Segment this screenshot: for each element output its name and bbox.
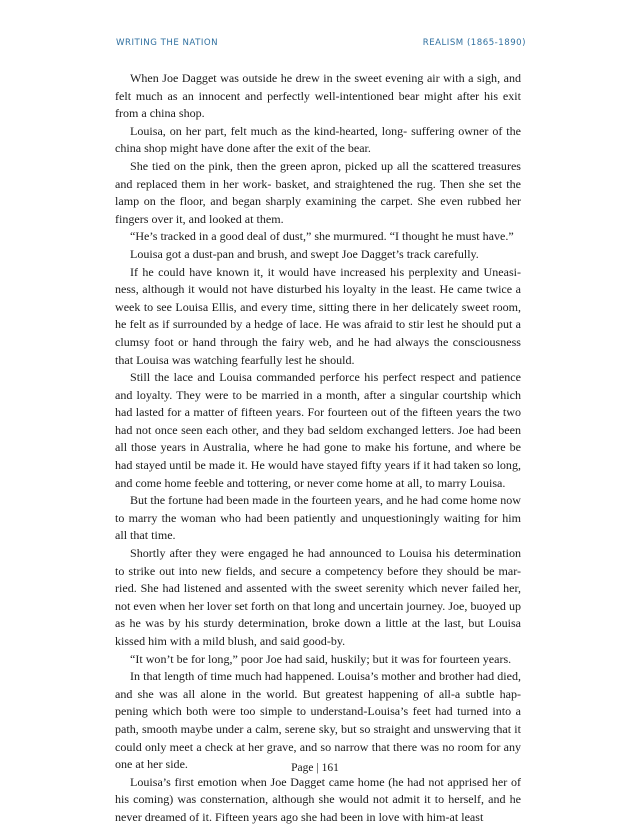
paragraph: “It won’t be for long,” poor Joe had said, huskily; but it was for fourteen years. <box>130 651 512 666</box>
paragraph: When Joe Dagget was outside he drew in the sweet evening air with a sigh, and felt much as an innocent and perfectly well-intentioned bear might after his exit from a china shop. <box>115 71 521 121</box>
paragraph: “He’s tracked in a good deal of dust,” she murmured. “I thought he must have.” <box>130 229 514 244</box>
page-number: Page | 161 <box>291 762 339 774</box>
paragraph: Still the lace and Louisa commanded perforce his perfect respect and patience and loyalty. They were to be married in a month, after a singular courtship which had lasted for a matter of fifteen years. For fourteen out of the fifteen years the two had not once seen each other, and they bad seldom exchanged letters. Joe had been all those years in Australia, where he had gone to make his fortune, and where be had stayed until be made it. He would have stayed fifty years if it had taken so long, and come home feeble and tottering, or never come home at all, to marry Louisa. <box>115 370 521 490</box>
story-text <box>115 70 521 827</box>
running-header <box>116 38 526 48</box>
paragraph: Louisa got a dust-pan and brush, and swept Joe Dagget’s track carefully. <box>130 246 479 261</box>
paragraph: But the fortune had been made in the fourteen years, and he had come home now to marry the woman who had been patiently and unquestioningly waiting for him all that time. <box>115 493 521 543</box>
paragraph: Shortly after they were engaged he had announced to Louisa his determination to strike out into new fields, and secure a competency before they should be mar-ried. She had listened and assented with the sweet serenity which never failed her, not even when her lover set forth on that long and uncertain journey. Joe, buoyed up as he was by his sturdy determination, broke down a little at the last, but Louisa kissed him with a mild blush, and said good-by. <box>115 546 521 648</box>
paragraph: If he could have known it, it would have increased his perplexity and Uneasi-ness, although it would not have disturbed his loyalty in the least. He came twice a week to see Louisa Ellis, and every time, sitting there in her delicately sweet room, he felt as if surrounded by a hedge of lace. He was afraid to stir lest he should put a clumsy foot or hand through the fairy web, and he had always the consciousness that Louisa was watching fearfully lest he should. <box>115 264 521 367</box>
paragraph: Louisa’s first emotion when Joe Dagget came home (he had not apprised her of his coming) was consternation, although she would not admit it to herself, and he never dreamed of it. Fifteen years ago she had been in love with him-at least <box>115 774 521 824</box>
paragraph: Louisa, on her part, felt much as the kind-hearted, long- suffering owner of the china shop might have done after the exit of the bear. <box>115 123 521 156</box>
header-book-title: WRITING THE NATION <box>116 38 219 48</box>
paragraph: She tied on the pink, then the green apron, picked up all the scattered treasures and replaced them in her work- basket, and straightened the rug. Then she set the lamp on the floor, and began sharply examining the carpet. She even rubbed her fingers over it, and looked at them. <box>115 158 521 226</box>
header-section-title: REALISM (1865-1890) <box>422 38 526 48</box>
paragraph: In that length of time much had happened. Louisa’s mother and brother had died, and she was all alone in the world. But greatest happening of all-a subtle hap-pening which both were too simple to understand-Louisa’s feet had turned into a path, smooth maybe under a calm, serene sky, but so straight and unswerving that it could only meet a check at her grave, and so narrow that there was no room for any one at her side. <box>115 669 521 772</box>
